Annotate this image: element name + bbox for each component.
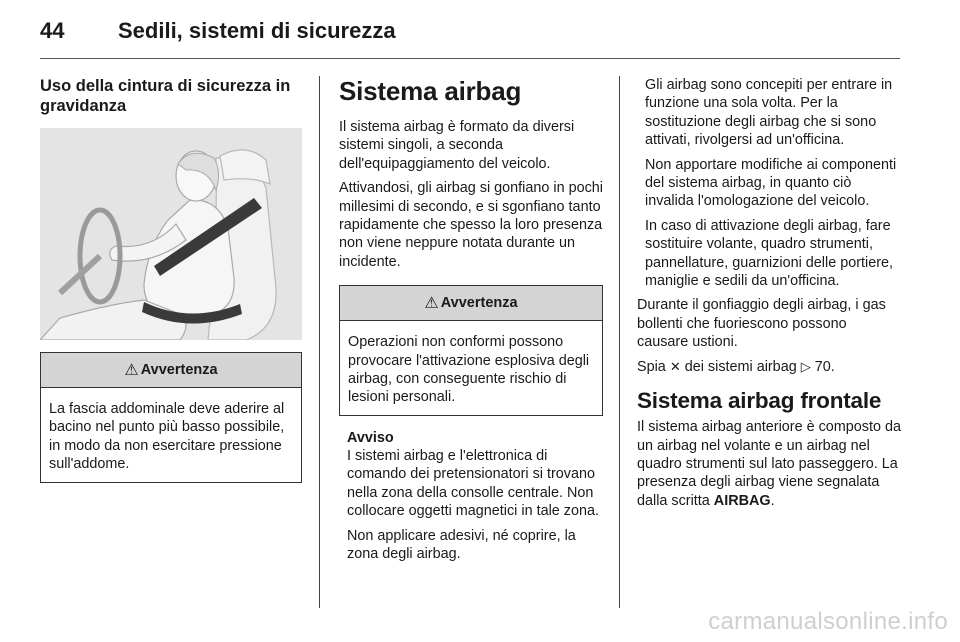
warning-header bbox=[340, 286, 602, 321]
sentence-end: . bbox=[770, 492, 775, 509]
note-title: Avviso bbox=[347, 429, 394, 446]
warning-triangle-icon: ⚠ bbox=[124, 362, 139, 379]
paragraph: Gli airbag sono concepiti per entrare in funzione una sola volta. Per la sostituzione degli airbag che si sono attivati, rivolgersi ad un'officina. bbox=[645, 77, 893, 149]
page-reference-link[interactable]: 70. bbox=[814, 358, 835, 375]
watermark: carmanualsonline.info bbox=[708, 608, 948, 635]
warning-body bbox=[340, 321, 602, 415]
page-number: 44 bbox=[40, 18, 65, 43]
warning-body bbox=[41, 388, 301, 482]
illustration-svg bbox=[40, 128, 302, 340]
column-right bbox=[637, 76, 901, 516]
paragraph: Non apportare modifiche ai componenti del sistema airbag, in quanto ciò invalida l'omologazione del veicolo. bbox=[645, 156, 897, 210]
spia-text: dei sistemi airbag bbox=[684, 358, 797, 375]
paragraph: Attivandosi, gli airbag si gonfiano in pochi millesimi di secondo, e si sgonfiano tanto rapidamente che spesso la loro presenza non viene neppure notata durante un incidente. bbox=[339, 180, 603, 270]
column-divider-1 bbox=[319, 76, 320, 608]
column-divider-2 bbox=[619, 76, 620, 608]
paragraph: Il sistema airbag è formato da diversi sistemi singoli, a seconda dell'equipaggiamento del veicolo. bbox=[339, 119, 575, 172]
front-airbag-title: Sistema airbag frontale bbox=[637, 388, 882, 414]
warning-header bbox=[41, 353, 301, 388]
page-header bbox=[40, 18, 900, 62]
paragraph: In caso di attivazione degli airbag, fare sostituire volante, quadro strumenti, pannellature, guarnizioni delle portiere, maniglie e sedili da un'officina. bbox=[645, 217, 893, 290]
header-divider bbox=[40, 58, 900, 59]
warning-box-airbag bbox=[339, 285, 603, 416]
warning-title: Avvertenza bbox=[440, 295, 518, 312]
paragraph: Durante il gonfiaggio degli airbag, i gas bollenti che fuoriescono possono causare ustioni. bbox=[637, 297, 886, 351]
pregnancy-section-title: Uso della cintura di sicurezza in gravidanza bbox=[40, 77, 291, 115]
warning-box-lap-belt bbox=[40, 352, 302, 483]
airbag-system-title: Sistema airbag bbox=[339, 76, 522, 106]
warning-triangle-icon: ⚠ bbox=[424, 295, 439, 313]
spia-prefix: Spia bbox=[637, 358, 666, 375]
warning-text: Operazioni non conformi possono provocare l'attivazione esplosiva degli airbag, con conseguente rischio di lesioni personali. bbox=[348, 334, 590, 406]
warning-title: Avvertenza bbox=[140, 362, 218, 378]
paragraph bbox=[637, 418, 901, 510]
warning-text: La fascia addominale deve aderire al bacino nel punto più basso possibile, in modo da non esercitare pressione sull'addome. bbox=[49, 401, 285, 473]
pregnant-woman-seatbelt-illustration bbox=[40, 128, 302, 340]
front-airbag-text: Il sistema airbag anteriore è composto da un airbag nel volante e un airbag nel quadro strumenti sul lato passeggero. La presenza degli airbag viene segnalata dalla scritta bbox=[637, 419, 901, 509]
airbag-indicator-icon: ✕ bbox=[669, 358, 681, 374]
page-reference-arrow-icon: ▷ bbox=[800, 358, 811, 374]
indented-block bbox=[637, 76, 901, 290]
section-header-title: Sedili, sistemi di sicurezza bbox=[118, 18, 396, 43]
indicator-reference bbox=[637, 358, 901, 376]
airbag-label: AIRBAG bbox=[713, 492, 771, 509]
note-paragraph: I sistemi airbag e l'elettronica di comando dei pretensionatori si trovano nella zona della consolle centrale. Non collocare oggetti magnetici in tale zona. bbox=[347, 447, 599, 520]
column-middle bbox=[339, 76, 603, 569]
column-left bbox=[40, 76, 302, 493]
note-block bbox=[339, 430, 603, 563]
note-paragraph: Non applicare adesivi, né coprire, la zona degli airbag. bbox=[347, 527, 576, 562]
